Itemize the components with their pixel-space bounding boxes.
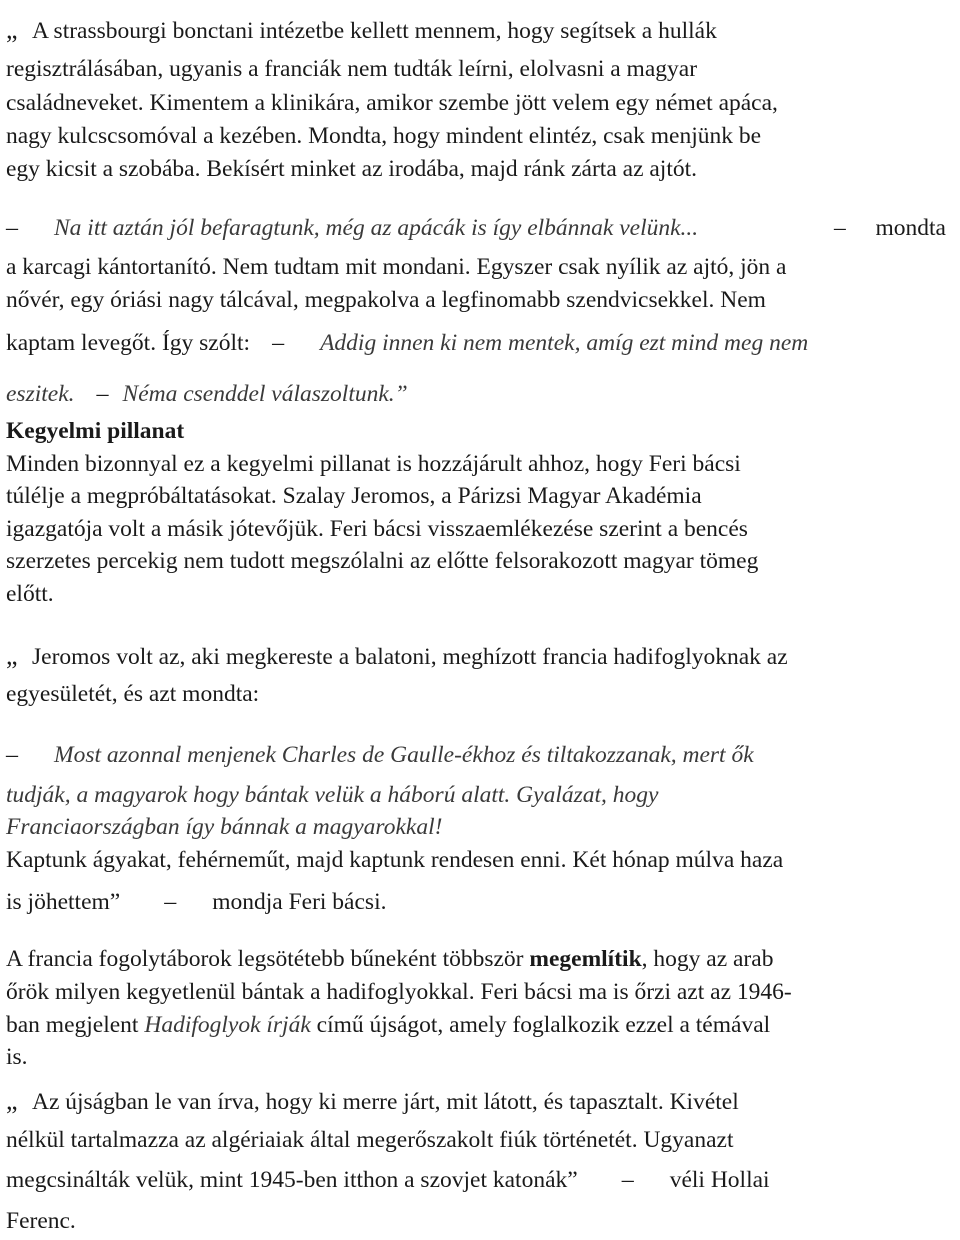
text-line: előtt.	[6, 581, 54, 607]
line-text: ban megjelent	[6, 1012, 139, 1038]
text-line	[6, 1087, 739, 1116]
open-quote: „	[6, 641, 18, 670]
line-text: , hogy az arab	[641, 946, 774, 972]
text-line	[6, 1166, 770, 1194]
close-quote: ”	[109, 889, 121, 915]
line-text: véli Hollai	[669, 1167, 770, 1193]
text-line	[6, 329, 808, 357]
dash: –	[834, 215, 846, 241]
dash: –	[164, 889, 177, 915]
text-line	[6, 741, 754, 769]
close-quote: ”	[567, 1167, 578, 1193]
open-quote: „	[6, 1086, 18, 1115]
line-text: kaptam levegőt. Így szólt:	[6, 330, 251, 356]
italic-line: Franciaországban így bánnak a magyarokkal!	[6, 814, 443, 840]
text-line: egyesületét, és azt mondta:	[6, 681, 260, 707]
dash: –	[6, 215, 18, 241]
text-line	[6, 380, 408, 408]
dash: –	[621, 1167, 634, 1193]
text-line: családneveket. Kimentem a klinikára, amikor szembe jött velem egy német apáca,	[6, 90, 778, 116]
text-line: őrök milyen kegyetlenül bántak a hadifoglyokkal. Feri bácsi ma is őrzi azt az 1946-	[6, 979, 792, 1005]
line-text: című újságot, amely foglalkozik ezzel a témával	[316, 1012, 771, 1038]
dash: –	[96, 381, 109, 407]
text-line: nélkül tartalmazza az algériaiak által megerőszakolt fiúk történetét. Ugyanazt	[6, 1127, 734, 1153]
section-heading: Kegyelmi pillanat	[6, 418, 185, 444]
text-line: a karcagi kántortanító. Nem tudtam mit mondani. Egyszer csak nyílik az ajtó, jön a	[6, 254, 787, 280]
text-line: nővér, egy óriási nagy tálcával, megpakolva a legfinomabb szendvicsekkel. Nem	[6, 287, 766, 313]
text-line: regisztrálásában, ugyanis a franciák nem tudták leírni, elolvasni a magyar	[6, 56, 698, 82]
dash: –	[272, 330, 285, 356]
text-line: nagy kulcscsomóval a kezében. Mondta, hogy mindent elintéz, csak menjünk be	[6, 123, 762, 149]
text-line	[6, 642, 788, 671]
italic-quote: Most azonnal menjenek Charles de Gaulle-ékhoz és tiltakozzanak, mert ők	[54, 742, 754, 768]
italic-quote: Na itt aztán jól befaragtunk, még az apácák is így elbánnak velünk...	[54, 215, 699, 241]
italic-quote: Addig innen ki nem mentek, amíg ezt mind meg nem	[320, 330, 809, 356]
line-text: A francia fogolytáborok legsötétebb bűneként többször	[6, 946, 524, 972]
line-text: Jeromos volt az, aki megkereste a balatoni, meghízott francia hadifoglyoknak az	[32, 644, 788, 670]
line-tail: mondta	[875, 215, 946, 241]
line-text: mondja Feri bácsi.	[212, 889, 387, 915]
text-line: Ferenc.	[6, 1208, 76, 1234]
text-line: túlélje a megpróbáltatásokat. Szalay Jeromos, a Párizsi Magyar Akadémia	[6, 483, 702, 509]
italic-text: Néma csenddel válaszoltunk.	[122, 381, 395, 407]
bold-word: megemlítik	[529, 946, 642, 972]
line-text: is jöhettem	[6, 889, 110, 915]
text-line: Kaptunk ágyakat, fehérneműt, majd kaptunk rendesen enni. Két hónap múlva haza	[6, 847, 784, 873]
text-line	[6, 945, 773, 973]
line-text: megcsinálták velük, mint 1945-ben itthon a szovjet katonák	[6, 1167, 568, 1193]
italic-text: eszitek.	[6, 381, 75, 407]
dash: –	[6, 742, 18, 768]
text-line: Minden bizonnyal ez a kegyelmi pillanat is hozzájárult ahhoz, hogy Feri bácsi	[6, 451, 741, 477]
text-line	[6, 888, 386, 916]
text-line	[6, 1011, 770, 1039]
text-line: igazgatója volt a másik jótevőjük. Feri bácsi visszaemlékezése szerint a bencés	[6, 516, 748, 542]
text-line: egy kicsit a szobába. Bekísért minket az irodába, majd ránk zárta az ajtót.	[6, 156, 698, 182]
text-line	[6, 16, 717, 45]
open-quote: „	[6, 15, 18, 44]
newspaper-title: Hadifoglyok írják	[144, 1012, 311, 1038]
italic-line: tudják, a magyarok hogy bántak velük a háború alatt. Gyalázat, hogy	[6, 782, 659, 808]
text-line: szerzetes percekig nem tudott megszólalni az előtte felsorakozott magyar tömeg	[6, 548, 759, 574]
close-quote: ”	[394, 381, 408, 407]
line-text: Az újságban le van írva, hogy ki merre járt, mit látott, és tapasztalt. Kivétel	[32, 1089, 739, 1115]
text-line	[6, 214, 946, 242]
line-text: A strassbourgi bonctani intézetbe kellett mennem, hogy segítsek a hullák	[32, 18, 717, 44]
text-line: is.	[6, 1044, 28, 1070]
